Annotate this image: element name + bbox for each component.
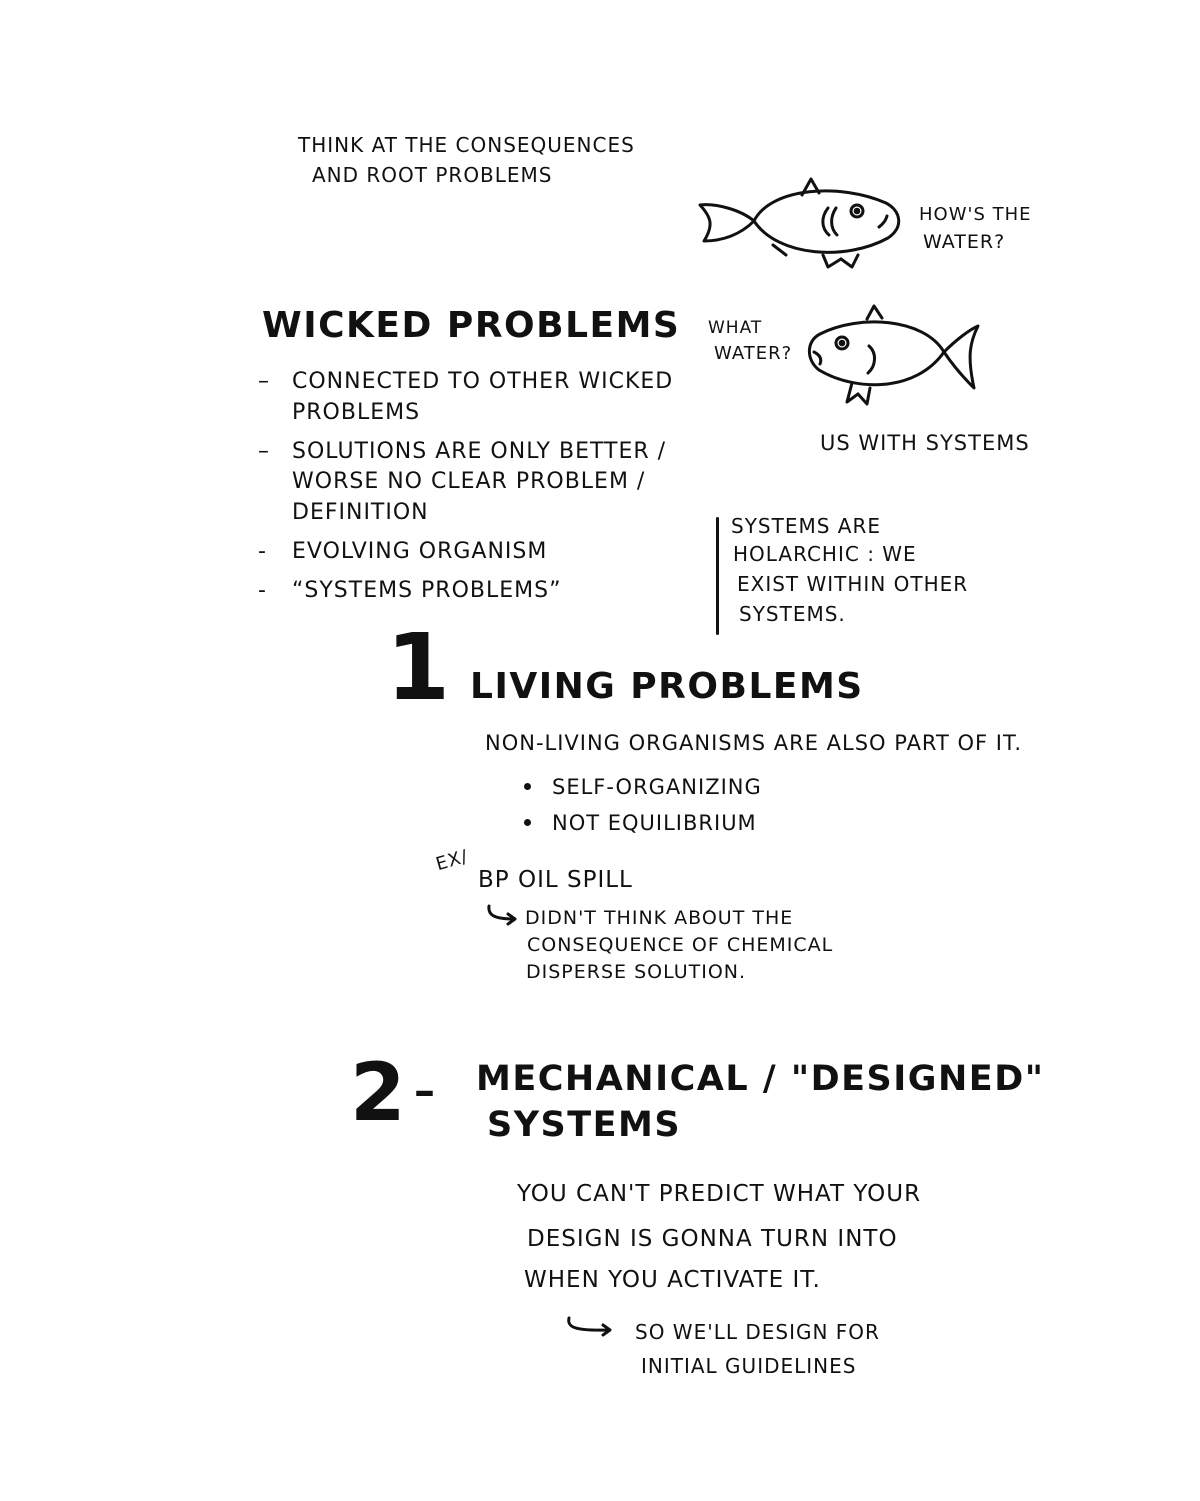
list-item: SELF-ORGANIZING <box>522 770 762 806</box>
bullet-dash: – <box>258 369 270 394</box>
bullet-dash: – <box>258 438 270 464</box>
intro-line-2: AND ROOT PROBLEMS <box>312 163 553 187</box>
wicked-problems-list <box>258 367 728 615</box>
intro-line-1: THINK AT THE CONSEQUENCES <box>298 133 635 157</box>
holarchic-line-4: SYSTEMS. <box>739 602 846 626</box>
bullet-dash: - <box>258 538 267 564</box>
curved-arrow-icon <box>566 1314 616 1338</box>
section-2-title-line-2: SYSTEMS <box>487 1105 682 1145</box>
fish-left-drawing <box>804 304 982 406</box>
example-note-line-1: DIDN'T THINK ABOUT THE <box>525 907 794 929</box>
example-title: BP OIL SPILL <box>478 867 633 893</box>
list-item-text: CONNECTED TO OTHER WICKED PROBLEMS <box>292 369 674 425</box>
section-2-body-line-3: WHEN YOU ACTIVATE IT. <box>524 1267 821 1293</box>
list-item-text: EVOLVING ORGANISM <box>292 538 548 564</box>
section-2-note-line-1: SO WE'LL DESIGN FOR <box>635 1320 880 1344</box>
section-1-subtitle: NON-LIVING ORGANISMS ARE ALSO PART OF IT. <box>485 731 1022 755</box>
example-tag: EX/ <box>433 845 471 876</box>
holarchic-line-1: SYSTEMS ARE <box>731 514 881 538</box>
curved-arrow-icon <box>486 904 520 926</box>
list-item-text: “SYSTEMS PROBLEMS” <box>292 577 562 603</box>
fish-reply-line-1: WHAT <box>708 318 763 338</box>
list-item <box>258 576 728 607</box>
section-2-title-line-1: MECHANICAL / "DESIGNED" <box>476 1059 1045 1099</box>
section-1-number: 1 <box>386 614 452 721</box>
fish-right-drawing <box>696 175 910 271</box>
holarchic-line-3: EXIST WITHIN OTHER <box>737 572 969 596</box>
list-item: NOT EQUILIBRIUM <box>522 806 762 842</box>
example-note-line-2: CONSEQUENCE OF CHEMICAL <box>527 934 834 956</box>
example-note-line-3: DISPERSE SOLUTION. <box>526 961 747 983</box>
list-item <box>258 537 728 568</box>
list-item <box>258 437 728 529</box>
fish-question-line-1: HOW'S THE <box>919 204 1032 225</box>
fish-question-line-2: WATER? <box>923 231 1006 253</box>
list-item-text: SOLUTIONS ARE ONLY BETTER / WORSE NO CLEAR PROBLEM / DEFINITION <box>292 438 667 526</box>
section-1-title: LIVING PROBLEMS <box>470 666 864 707</box>
wicked-problems-title: WICKED PROBLEMS <box>262 305 681 346</box>
holarchic-line-2: HOLARCHIC : WE <box>733 542 917 566</box>
fish-caption: US WITH SYSTEMS <box>820 431 1030 455</box>
section-1-bullets <box>522 770 762 841</box>
section-2-body-line-2: DESIGN IS GONNA TURN INTO <box>527 1226 898 1252</box>
list-item <box>258 367 728 429</box>
section-2-note-line-2: INITIAL GUIDELINES <box>641 1354 857 1378</box>
bullet-dash: - <box>258 577 267 603</box>
section-2-dash: – <box>414 1066 437 1115</box>
fish-reply-line-2: WATER? <box>714 343 793 364</box>
section-2-body-line-1: YOU CAN'T PREDICT WHAT YOUR <box>517 1181 922 1207</box>
section-2-number: 2 <box>350 1046 407 1139</box>
note-divider <box>716 517 719 635</box>
